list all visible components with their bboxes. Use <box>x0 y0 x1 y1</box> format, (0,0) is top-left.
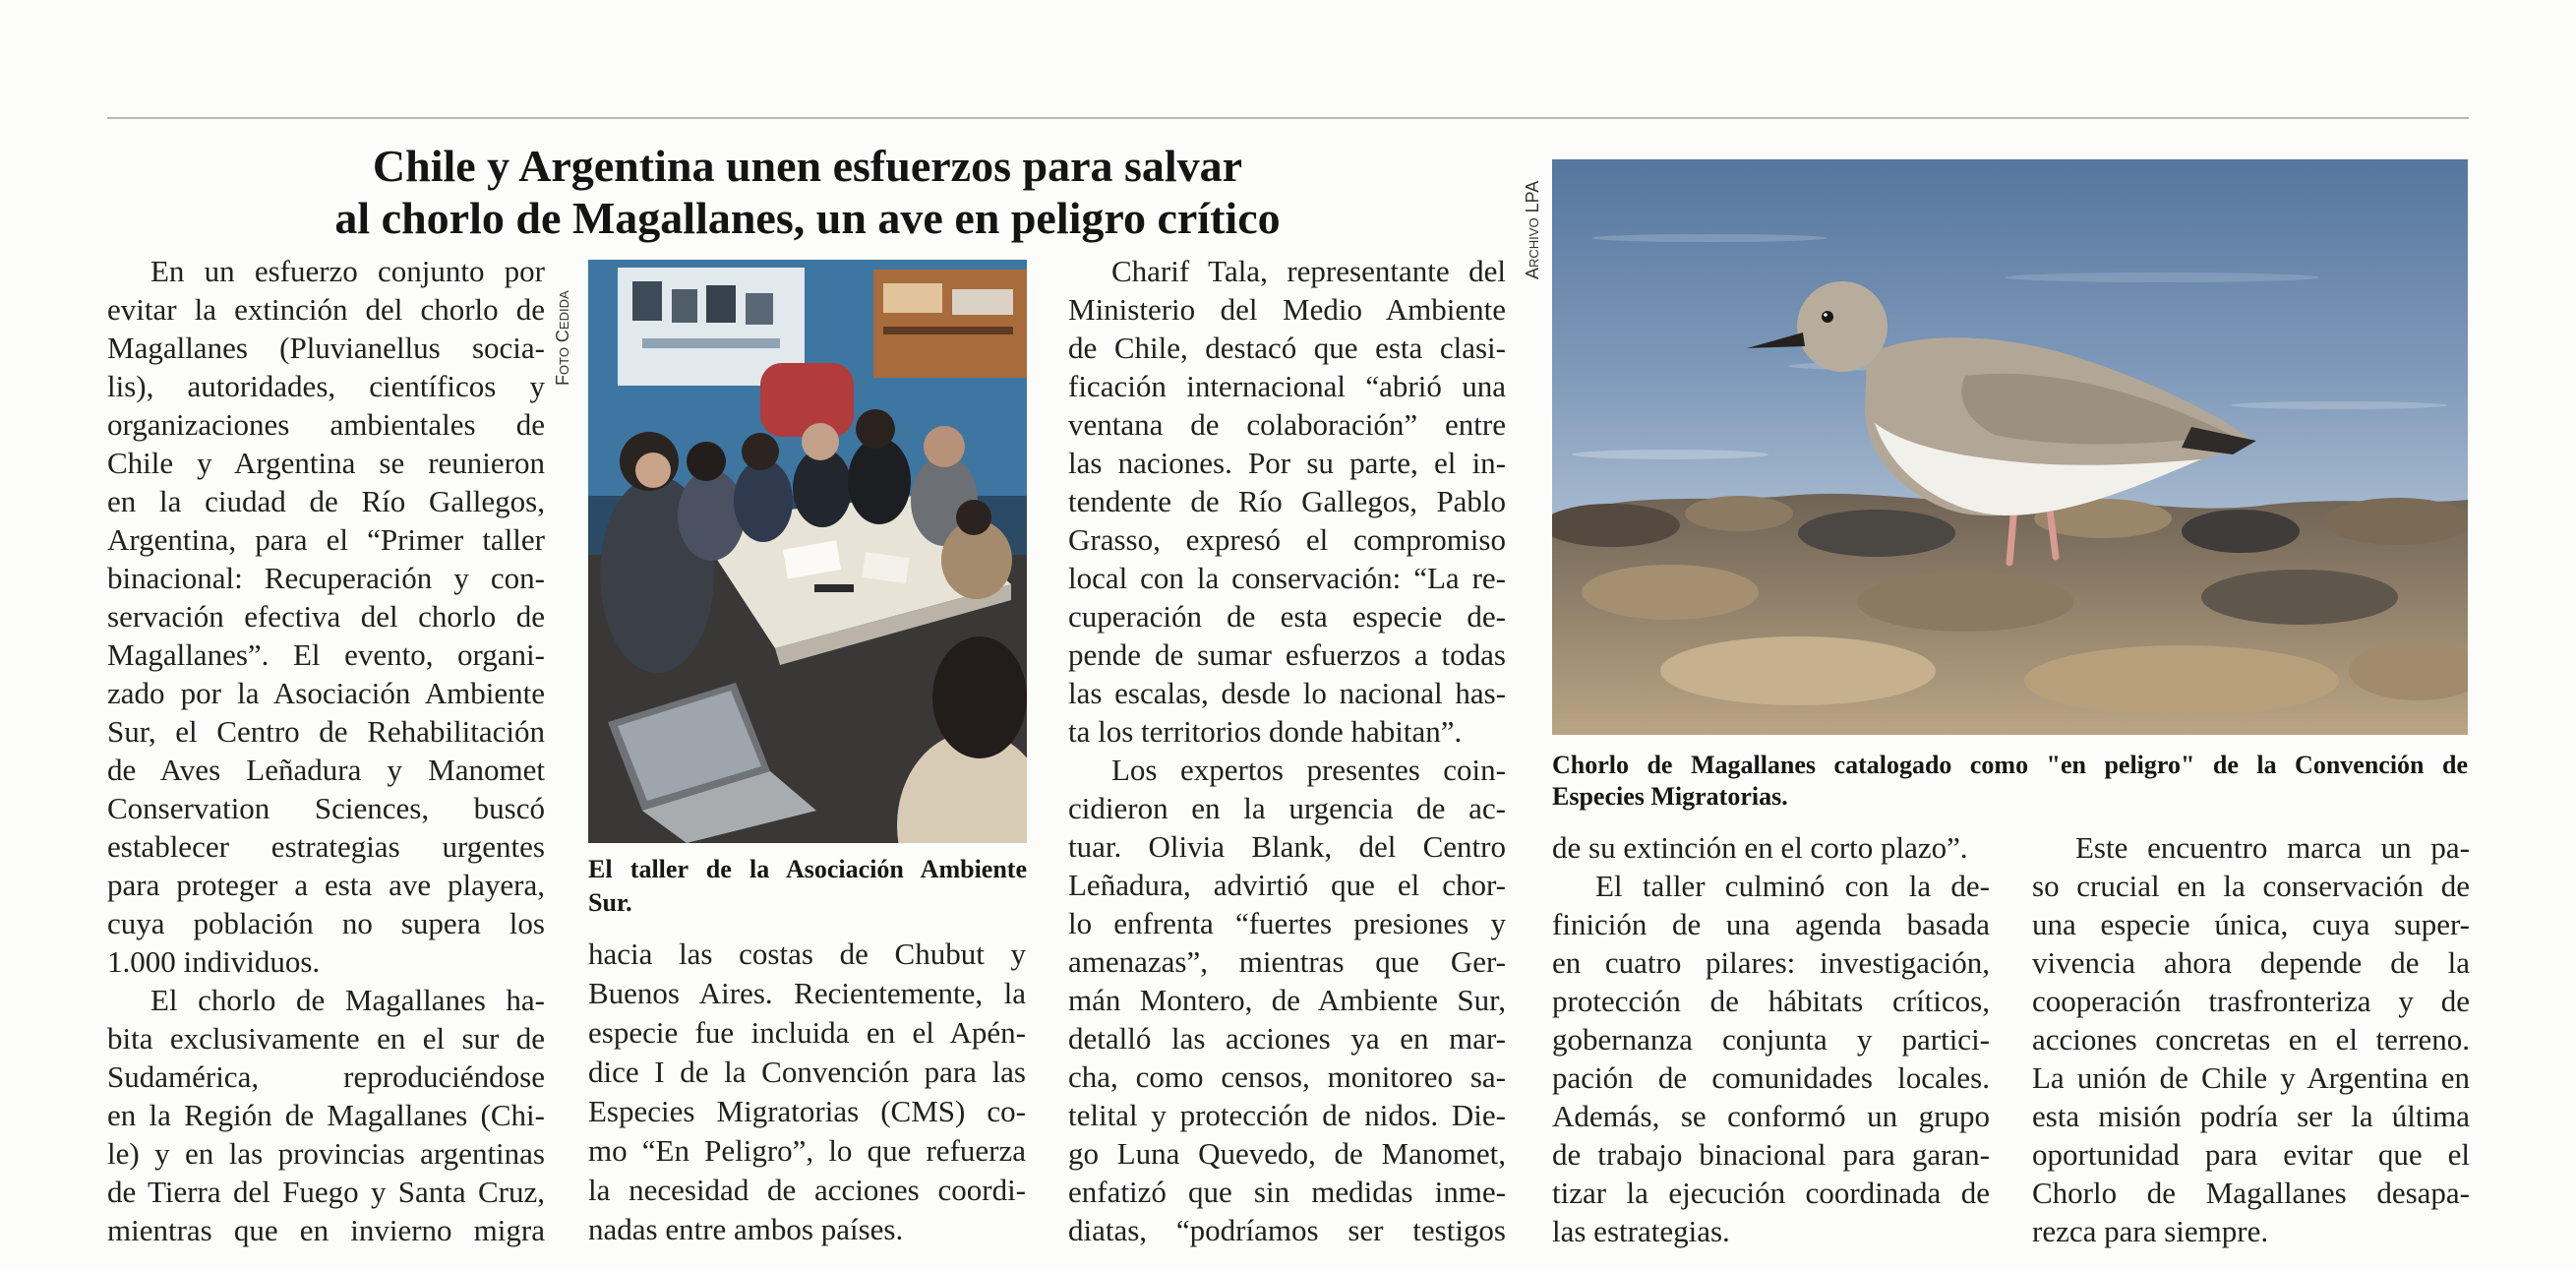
text-line: servación efectiva del chorlo de <box>107 599 545 634</box>
text-line: tendente de Río Gallegos, Pablo <box>1068 484 1506 518</box>
text-line: bita exclusivamente en el sur de <box>107 1021 545 1056</box>
text-line: ta los territorios donde habitan”. <box>1068 714 1463 749</box>
text-line: detalló las acciones ya en mar- <box>1068 1021 1506 1056</box>
text-line: Magallanes”. El evento, organi- <box>107 637 545 672</box>
text-line: una especie única, cuya super- <box>2032 907 2470 941</box>
photo-credit: Foto Cedida <box>553 290 572 386</box>
text-line: Ministerio del Medio Ambiente <box>1068 292 1506 327</box>
photo-caption <box>588 853 1027 920</box>
text-line: Los expertos presentes coin- <box>1111 753 1506 787</box>
text-line: Buenos Aires. Recientemente, la <box>588 976 1026 1010</box>
text-line: Chile y Argentina se reunieron <box>107 446 545 480</box>
text-line: En un esfuerzo conjunto por <box>150 254 545 288</box>
caption-line: Especies Migratorias. <box>1552 782 1788 811</box>
plover-photo <box>1552 159 2468 735</box>
text-line: de su extinción en el corto plazo”. <box>1552 830 1968 865</box>
text-line: 1.000 individuos. <box>107 944 321 979</box>
text-line: oportunidad para evitar que el <box>2032 1137 2470 1172</box>
text-line: telital y protección de nidos. Die- <box>1068 1098 1506 1132</box>
text-line: cooperación trasfronteriza y de <box>2032 984 2470 1018</box>
caption-line: Chorlo de Magallanes catalogado como "en peligro" de la Convención de <box>1552 751 2468 779</box>
text-line: Grasso, expresó el compromiso <box>1068 522 1506 557</box>
headline-line: Chile y Argentina unen esfuerzos para salvar <box>372 141 1243 191</box>
text-line: zado por la Asociación Ambiente <box>107 676 545 710</box>
text-line: en cuatro pilares: investigación, <box>1552 945 1990 980</box>
column-5 <box>2032 828 2470 1250</box>
photo-credit: Archivo LPA <box>1523 180 1542 279</box>
headline-line: al chorlo de Magallanes, un ave en peligro crítico <box>334 193 1281 243</box>
text-line: binacional: Recuperación y con- <box>107 561 545 595</box>
text-line: Sur, el Centro de Rehabilitación <box>107 714 545 749</box>
text-line: las naciones. Por su parte, el in- <box>1068 446 1506 480</box>
text-line: ficación internacional “abrió una <box>1068 369 1506 403</box>
text-line: las estrategias. <box>1552 1214 1730 1248</box>
text-line: en la ciudad de Río Gallegos, <box>107 484 545 518</box>
text-line: Chorlo de Magallanes desapa- <box>2032 1176 2470 1210</box>
text-line: nadas entre ambos países. <box>588 1212 904 1246</box>
top-rule <box>107 117 2469 119</box>
text-line: ventana de colaboración” entre <box>1068 407 1506 442</box>
column-4 <box>1552 828 1990 1250</box>
text-line: finición de una agenda basada <box>1552 907 1990 941</box>
text-line: El chorlo de Magallanes ha- <box>150 983 545 1017</box>
text-line: protección de hábitats críticos, <box>1552 984 1990 1018</box>
text-line: go Luna Quevedo, de Manomet, <box>1068 1136 1506 1171</box>
text-line: le) y en las provincias argentinas <box>107 1136 545 1171</box>
column-3 <box>1068 252 1506 1249</box>
text-line: amenazas”, mientras que Ger- <box>1068 944 1506 979</box>
text-line: pende de sumar esfuerzos a todas <box>1068 637 1506 672</box>
text-line: cha, como censos, monitoreo sa- <box>1068 1059 1506 1094</box>
text-line: diatas, “podríamos ser testigos <box>1068 1213 1506 1247</box>
text-line: dice I de la Convención para las <box>588 1055 1026 1089</box>
column-2 <box>588 935 1026 1249</box>
text-line: mientras que en invierno migra <box>107 1213 545 1247</box>
text-line: evitar la extinción del chorlo de <box>107 292 545 327</box>
text-line: establecer estrategias urgentes <box>107 829 545 864</box>
text-line: de Tierra del Fuego y Santa Cruz, <box>107 1175 545 1209</box>
text-line: vivencia ahora depende de la <box>2032 945 2470 980</box>
text-line: las escalas, desde lo nacional has- <box>1068 676 1506 710</box>
caption-line: El taller de la Asociación Ambiente <box>588 855 1027 883</box>
text-line: tizar la ejecución coordinada de <box>1552 1176 1990 1210</box>
text-line: especie fue incluida en el Apén- <box>588 1015 1026 1050</box>
text-line: local con la conservación: “La re- <box>1068 561 1506 595</box>
text-line: La unión de Chile y Argentina en <box>2032 1060 2470 1095</box>
text-line: rezca para siempre. <box>2032 1214 2269 1248</box>
text-line: mo “En Peligro”, lo que refuerza <box>588 1133 1026 1168</box>
text-line: mán Montero, de Ambiente Sur, <box>1068 983 1506 1017</box>
text-line: Leñadura, advirtió que el chor- <box>1068 868 1506 902</box>
text-line: para proteger a esta ave playera, <box>107 868 545 902</box>
text-line: Conservation Sciences, buscó <box>107 791 545 825</box>
text-line: de trabajo binacional para garan- <box>1552 1137 1990 1172</box>
text-line: tuar. Olivia Blank, del Centro <box>1068 829 1506 864</box>
text-line: cuya población no supera los <box>107 906 545 940</box>
photo-caption <box>1552 750 2468 813</box>
text-line: hacia las costas de Chubut y <box>588 937 1026 971</box>
text-line: Especies Migratorias (CMS) co- <box>588 1094 1026 1128</box>
text-line: lo enfrenta “fuertes presiones y <box>1068 906 1506 940</box>
text-line: Además, se conformó un grupo <box>1552 1099 1990 1133</box>
text-line: de Aves Leñadura y Manomet <box>107 753 545 787</box>
text-line: El taller culminó con la de- <box>1595 869 1990 903</box>
text-line: enfatizó que sin medidas inme- <box>1068 1175 1506 1209</box>
text-line: en la Región de Magallanes (Chi- <box>107 1098 545 1132</box>
text-line: Charif Tala, representante del <box>1111 254 1506 288</box>
text-line: la necesidad de acciones coordi- <box>588 1173 1026 1207</box>
text-line: cidieron en la urgencia de ac- <box>1068 791 1506 825</box>
text-line: organizaciones ambientales de <box>107 407 545 442</box>
text-line: Argentina, para el “Primer taller <box>107 522 545 557</box>
caption-line: Sur. <box>588 888 632 917</box>
text-line: acciones concretas en el terreno. <box>2032 1022 2470 1057</box>
text-line: cuperación de esta especie de- <box>1068 599 1506 634</box>
column-1 <box>107 252 545 1249</box>
workshop-photo <box>588 260 1027 843</box>
headline <box>107 140 1508 244</box>
text-line: Sudamérica, reproduciéndose <box>107 1059 545 1094</box>
text-line: Magallanes (Pluvianellus socia- <box>107 331 545 365</box>
text-line: lis), autoridades, científicos y <box>107 369 545 403</box>
text-line: pación de comunidades locales. <box>1552 1060 1990 1095</box>
text-line: de Chile, destacó que esta clasi- <box>1068 331 1506 365</box>
text-line: so crucial en la conservación de <box>2032 869 2470 903</box>
text-line: Este encuentro marca un pa- <box>2075 830 2470 865</box>
text-line: esta misión podría ser la última <box>2032 1099 2470 1133</box>
text-line: gobernanza conjunta y partici- <box>1552 1022 1990 1057</box>
